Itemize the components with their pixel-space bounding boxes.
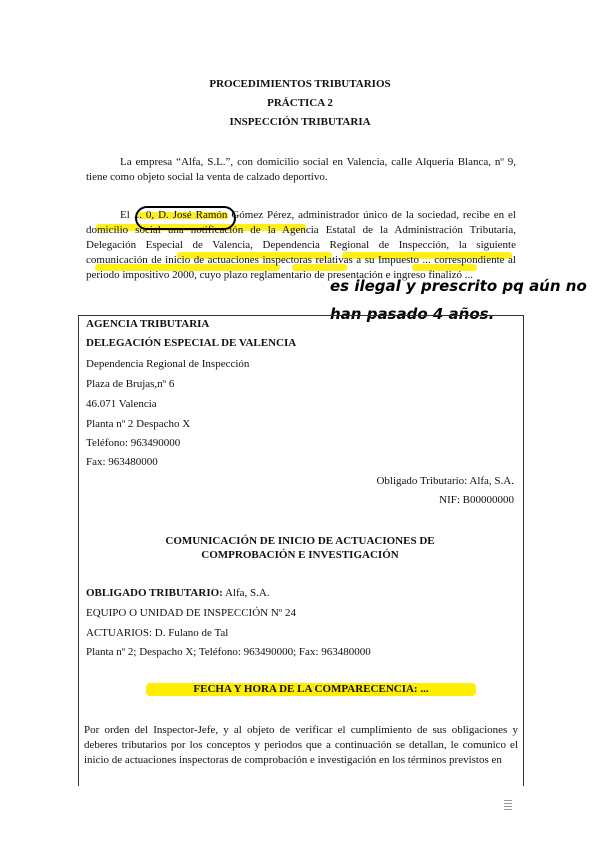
equipo-line: EQUIPO O UNIDAD DE INSPECCIÓN Nº 24 (86, 607, 296, 619)
communication-heading: COMUNICACIÓN DE INICIO DE ACTUACIONES DE COMPROBACIÓN E INVESTIGACIÓN (165, 535, 435, 561)
nif: NIF: B00000000 (439, 494, 514, 506)
intro-paragraph: La empresa “Alfa, S.L.”, con domicilio social en Valencia, calle Alquería Blanca, nº 9, tiene como objeto social la venta de calzado deportivo. (86, 156, 516, 183)
address-line: 46.071 Valencia (86, 398, 157, 410)
title-line-1: PROCEDIMIENTOS TRIBUTARIOS (209, 78, 391, 90)
fecha-heading: FECHA Y HORA DE LA COMPARECENCIA: ... (146, 683, 476, 696)
obligado-label: OBLIGADO TRIBUTARIO: (86, 587, 223, 599)
title-line-2: PRÁCTICA 2 (267, 97, 333, 109)
page-icon (504, 800, 512, 812)
address-line: Planta nº 2 Despacho X (86, 418, 191, 430)
body-paragraph: Por orden del Inspector-Jefe, y al objeto de verificar el cumplimiento de sus obligaciones y deberes tributarios por los conceptos y periodos que a continuación se detallan, le comunico el inicio de actuaciones inspectoras de comprobación e investigación en los términos previstos en (84, 724, 518, 766)
delegation-name: DELEGACIÓN ESPECIAL DE VALENCIA (86, 337, 297, 349)
obligado-value: Alfa, S.A. (222, 587, 270, 599)
agency-name: AGENCIA TRIBUTARIA (86, 318, 210, 330)
obligado-line (86, 587, 270, 599)
planta-line: Planta nº 2; Despacho X; Teléfono: 963490000; Fax: 963480000 (86, 646, 371, 658)
case-paragraph: El ... 0, D. José Ramón Gómez Pérez, administrador único de la sociedad, recibe en el domicilio social una notificación de la Agencia Estatal de la Administración Tributaria, Delegación Especial de Valencia, Dependencia Regional de Inspección, la siguiente comunicación de inicio de actuaciones inspectoras relativas a su Impuesto ... correspondiente al periodo impositivo 2000, cuyo plazo reglamentario de presentación e ingreso finalizó ... (86, 209, 516, 281)
obligado-tributario: Obligado Tributario: Alfa, S.A. (376, 475, 514, 487)
actuarios-line: ACTUARIOS: D. Fulano de Tal (86, 627, 229, 639)
handwritten-circle (135, 206, 236, 230)
phone-line: Teléfono: 963490000 (86, 437, 181, 449)
title-line-3: INSPECCIÓN TRIBUTARIA (229, 116, 371, 128)
address-line: Plaza de Brujas,nº 6 (86, 378, 175, 390)
fax-line: Fax: 963480000 (86, 456, 158, 468)
address-line: Dependencia Regional de Inspección (86, 358, 250, 370)
handwritten-note: es ilegal y prescrito pq aún no han pasado 4 años. (330, 277, 587, 323)
